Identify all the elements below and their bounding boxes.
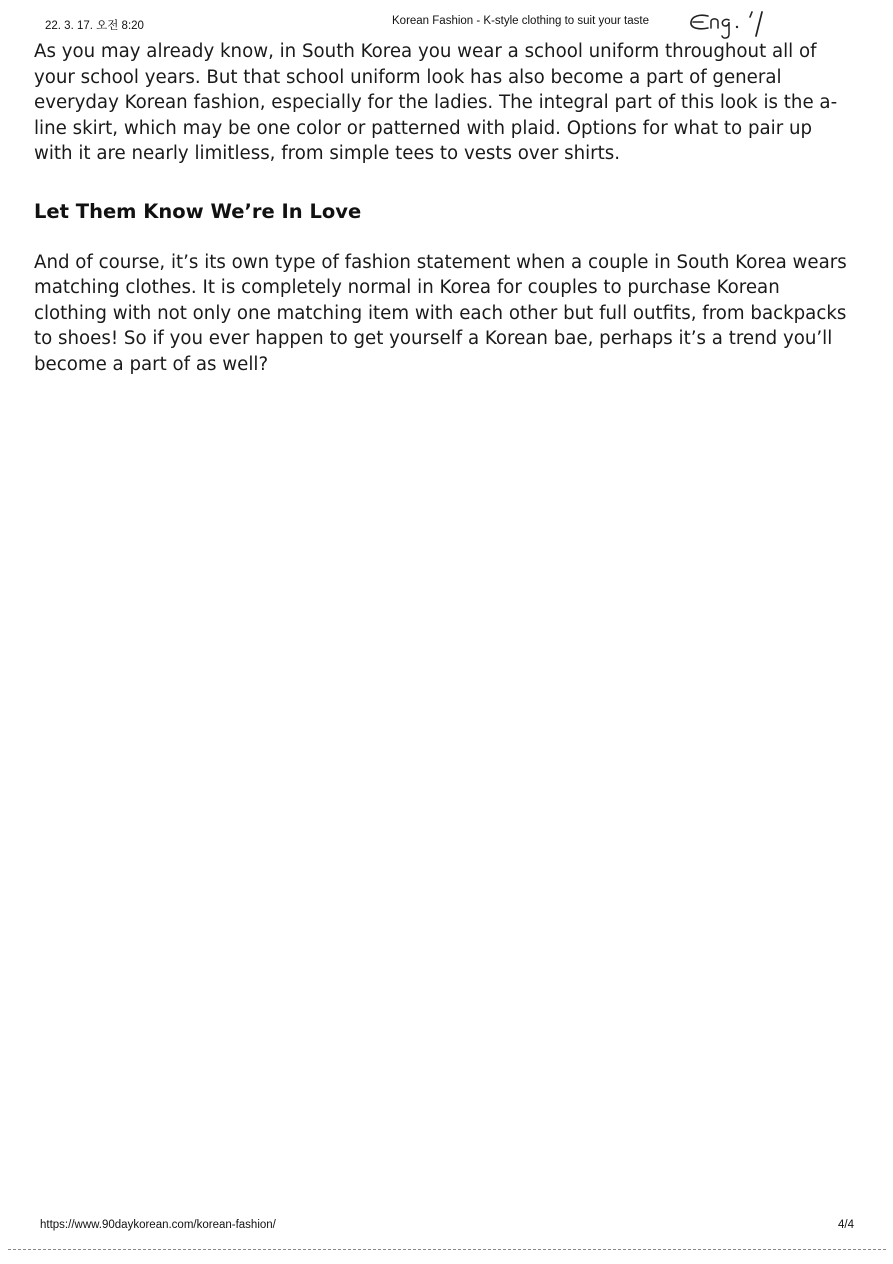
print-page-number: 4/4 xyxy=(838,1219,854,1231)
print-footer-url: https://www.90daykorean.com/korean-fashion/ xyxy=(40,1219,276,1231)
section-heading: Let Them Know We’re In Love xyxy=(34,199,362,223)
page-edge-divider xyxy=(8,1249,886,1250)
paragraph: And of course, it’s its own type of fashion statement when a couple in South Korea wears matching clothes. It is completely normal in Korea for couples to purchase Korean clothing with not only one matching item with each other but full outfits, from backpacks to shoes! So if you ever happen to get yourself a Korean bae, perhaps it’s a trend you’ll become a part of as well? xyxy=(34,251,847,375)
print-page-title: Korean Fashion - K-style clothing to suit your taste xyxy=(392,15,649,27)
paragraph: As you may already know, in South Korea you wear a school uniform throughout all of your school years. But that school uniform look has also become a part of general everyday Korean fashion, especially for the ladies. The integral part of this look is the a-line skirt, which may be one color or patterned with plaid. Options for what to pair up with it are nearly limitless, from simple tees to vests over shirts. xyxy=(34,41,838,164)
print-datetime: 22. 3. 17. 오전 8:20 xyxy=(45,20,144,32)
article-body xyxy=(34,39,854,377)
